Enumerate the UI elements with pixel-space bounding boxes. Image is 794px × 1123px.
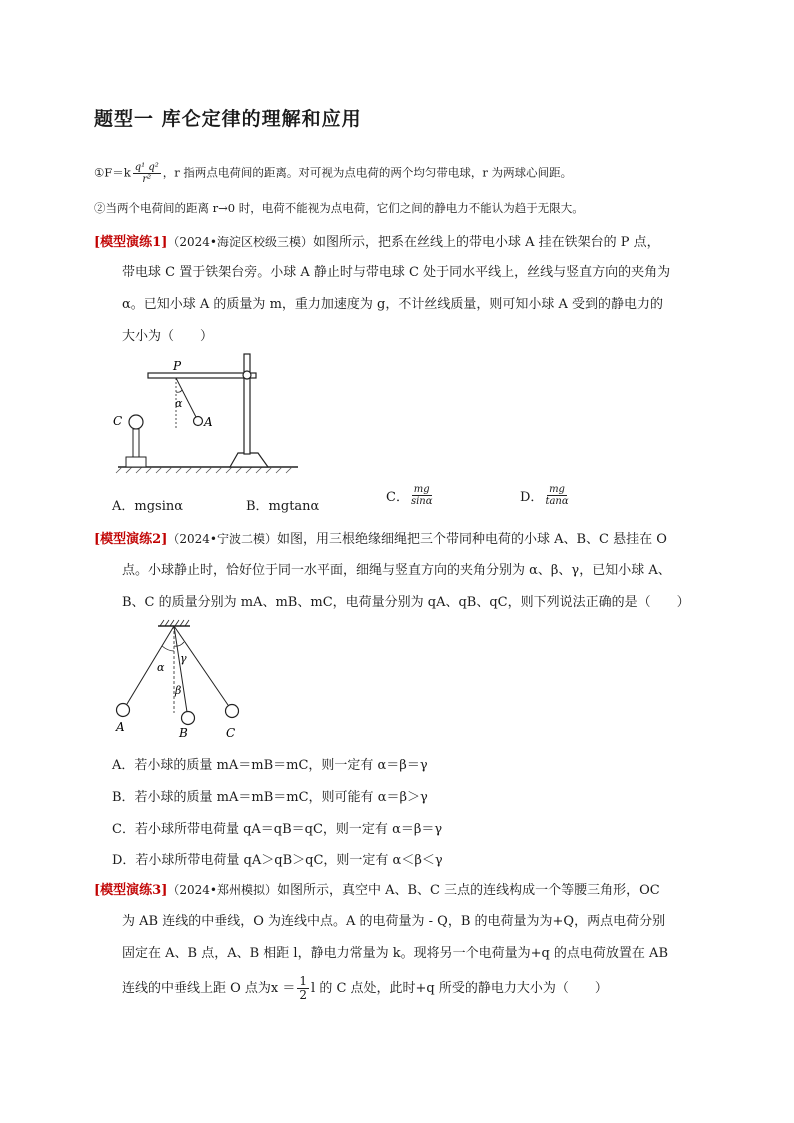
q2-option-d[interactable]: D．若小球所带电荷量 qA＞qB＞qC，则一定有 α＜β＜γ [112, 853, 443, 868]
q1-label-alpha: α [175, 397, 183, 410]
q1-option-c-num: mg [413, 484, 430, 495]
formula-prefix: ①F＝k [94, 165, 131, 180]
q1-option-d[interactable] [520, 484, 571, 507]
q1-figure [108, 350, 308, 480]
q2-text-1: 如图，用三根绝缘细绳把三个带同种电荷的小球 A、B、C 悬挂在 O [276, 532, 667, 547]
distance-note: ②当两个电荷间的距离 r→0 时，电荷不能视为点电荷，它们之间的静电力不能认为趋于无限大。 [94, 201, 584, 215]
q2-label-alpha: α [157, 661, 165, 674]
q1-line2: 带电球 C 置于铁架台旁。小球 A 静止时与带电球 C 处于同水平线上，丝线与竖直方向的夹角为 [122, 265, 671, 280]
formula-denominator: r² [142, 174, 152, 185]
q1-source: （2024•海淀区校级三模） [167, 235, 313, 249]
q1-label-c: C [113, 414, 123, 428]
formula-note [94, 162, 572, 185]
q2-label-gamma: γ [180, 652, 187, 665]
q2-option-b[interactable]: B．若小球的质量 mA＝mB＝mC，则可能有 α＝β＞γ [112, 790, 428, 805]
q2-label-beta: β [175, 684, 182, 697]
q3-fraction-den: 2 [299, 988, 308, 1002]
q1-label-a: A [204, 415, 213, 429]
q2-option-a[interactable]: A．若小球的质量 mA＝mB＝mC，则一定有 α＝β＝γ [112, 758, 428, 773]
q3-text-4b: l 的 C 点处，此时+q 所受的静电力大小为（ ） [311, 980, 608, 996]
q1-option-a[interactable]: A．mgsinα [112, 499, 184, 514]
q1-text-1: 如图所示，把系在丝线上的带电小球 A 挂在铁架台的 P 点， [312, 235, 660, 250]
q3-line4 [122, 975, 608, 1002]
q1-line3: α。已知小球 A 的质量为 m，重力加速度为 g，不计丝线质量，则可知小球 A 受到的静电力的 [122, 297, 663, 312]
q2-line3: B、C 的质量分别为 mA、mB、mC，电荷量分别为 qA、qB、qC，则下列说法正确的是（ ） [122, 595, 690, 610]
q3-text-1: 如图所示，真空中 A、B、C 三点的连线构成一个等腰三角形，OC [276, 883, 660, 898]
q1-option-c-fraction [411, 484, 433, 507]
q1-tag: [模型演练1] [94, 235, 168, 250]
formula-numerator: q¹ q² [134, 162, 159, 173]
q1-option-b[interactable]: B．mgtanα [246, 499, 320, 514]
q1-option-c-den: sinα [410, 496, 433, 507]
q2-tag: [模型演练2] [94, 532, 168, 547]
q3-text-4a: 连线的中垂线上距 O 点为x ＝ [122, 980, 296, 996]
q2-label-a: A [116, 720, 125, 734]
q1-option-c[interactable] [386, 484, 434, 507]
q1-option-d-num: mg [549, 484, 565, 495]
q3-source: （2024•郑州模拟） [167, 883, 277, 897]
q3-line1 [94, 881, 660, 900]
q2-line2: 点。小球静止时，恰好位于同一水平面，细绳与竖直方向的夹角分别为 α、β、γ，已知小球 A、 [122, 563, 671, 578]
q2-label-b: B [179, 726, 188, 740]
q3-line3: 固定在 A、B 点，A、B 相距 l，静电力常量为 k。现将另一个电荷量为+q 的点电荷放置在 AB [122, 946, 669, 961]
q1-label-p: P [173, 359, 182, 373]
q3-line2: 为 AB 连线的中垂线，O 为连线中点。A 的电荷量为 - Q，B 的电荷量为为+Q，两点电荷分别 [122, 914, 666, 929]
q3-fraction-num: 1 [299, 974, 308, 988]
q1-option-d-label: D． [520, 490, 544, 505]
q3-fraction [297, 975, 309, 1002]
q1-line4: 大小为（ ） [122, 329, 214, 344]
q2-source: （2024•宁波二模） [167, 532, 277, 546]
formula-description: ，r 指两点电荷间的距离。对可视为点电荷的两个均匀带电球，r 为两球心间距。 [162, 165, 573, 180]
q1-option-d-den: tanα [545, 496, 569, 507]
q2-label-c: C [226, 726, 236, 740]
formula-fraction [133, 162, 161, 185]
q2-option-c[interactable]: C．若小球所带电荷量 qA＝qB＝qC，则一定有 α＝β＝γ [112, 822, 443, 837]
q1-option-c-label: C． [386, 490, 409, 505]
q3-tag: [模型演练3] [94, 883, 168, 898]
q2-figure [110, 618, 260, 740]
section-title: 题型一 库仑定律的理解和应用 [94, 108, 362, 130]
q1-line1 [94, 233, 660, 252]
q2-line1 [94, 530, 667, 549]
q1-option-d-fraction [545, 484, 568, 507]
